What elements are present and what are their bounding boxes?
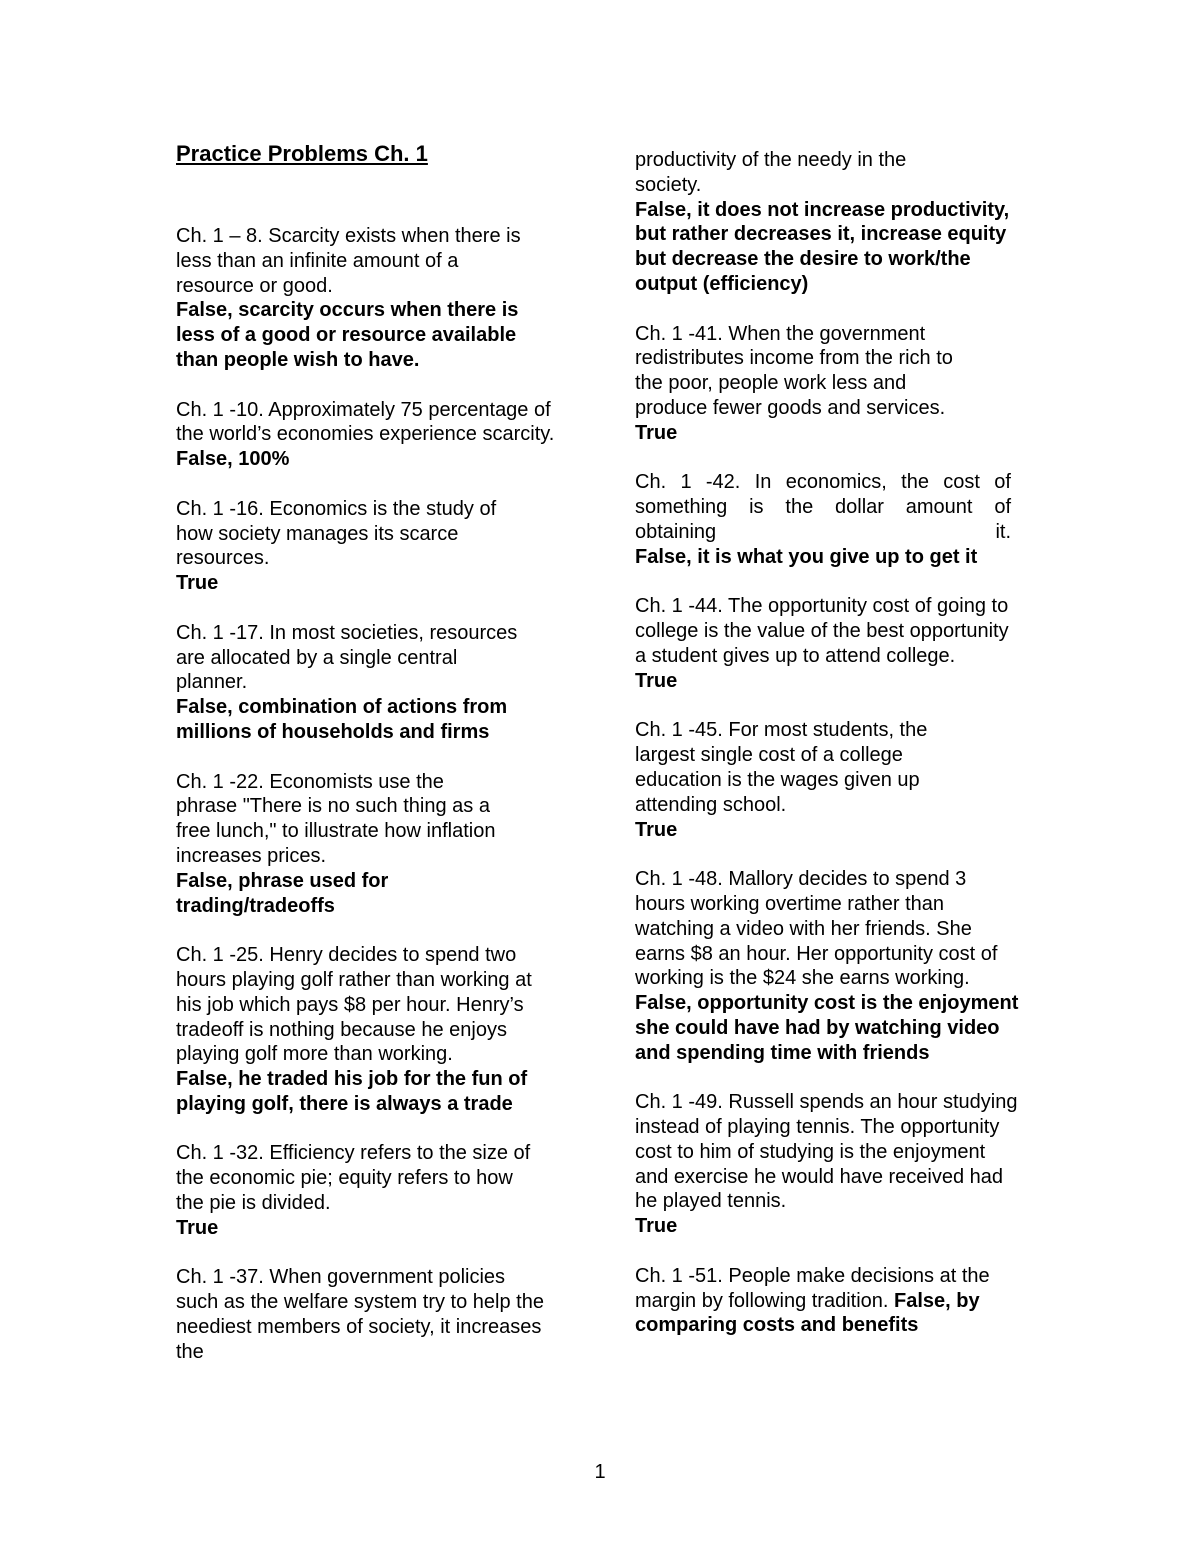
right-column (635, 148, 1025, 1363)
question-text: Ch. 1 -44. The opportunity cost of going to college is the value of the best opportunity a student gives up to attend college. (635, 595, 1009, 667)
question-item (635, 1264, 1020, 1338)
question-text: Ch. 1 -32. Efficiency refers to the size of the economic pie; equity refers to how the pie is divided. (176, 1142, 531, 1215)
answer-text: True (635, 1215, 678, 1238)
question-item (176, 1265, 546, 1364)
question-text-inline: Ch. 1 -48. Mallory decides to spend 3 hours working overtime rather than watching a video with her friends. She earns $8 an hour. Her opportunity cost of working is the $24 she earns working. (635, 868, 998, 990)
question-text: Ch. 1 -10. Approximately 75 percentage of the world’s economies experience scarcity. (176, 398, 555, 446)
question-item (635, 718, 955, 842)
question-text: Ch. 1 -22. Economists use the phrase "There is no such thing as a free lunch," to illustrate how inflation increases prices. (176, 770, 496, 867)
question-item (635, 470, 1011, 569)
answer-text: False, combination of actions from millions of households and firms (176, 696, 508, 743)
question-item (176, 1141, 541, 1240)
question-item (635, 1090, 1020, 1239)
page-number: 1 (594, 1461, 606, 1483)
question-text: Ch. 1 -42. In economics, the cost of something is the dollar amount of obtaining it. (635, 471, 1011, 543)
question-item (635, 148, 1025, 297)
question-text (635, 867, 1020, 1065)
question-text (635, 1264, 1020, 1338)
question-item (176, 943, 561, 1117)
question-item (176, 621, 541, 745)
answer-text: True (176, 1216, 219, 1239)
question-item (176, 497, 526, 596)
question-item (176, 770, 541, 919)
answer-text: False, he traded his job for the fun of playing golf, there is always a trade (176, 1068, 528, 1115)
question-text: productivity of the needy in the society. (635, 149, 907, 196)
question-text: Ch. 1 – 8. Scarcity exists when there is less than an infinite amount of a resource or good. (176, 225, 521, 297)
answer-text: False, scarcity occurs when there is less of a good or resource available than people wish to have. (176, 299, 519, 371)
left-column (176, 140, 576, 1389)
question-text: Ch. 1 -17. In most societies, resources are allocated by a single central planner. (176, 621, 518, 694)
answer-text: True (635, 669, 678, 692)
answer-text: False, it does not increase productivity, but rather decreases it, increase equity but decrease the desire to work/the output (efficiency) (635, 198, 1010, 295)
answer-text: True (176, 572, 219, 595)
question-text: Ch. 1 -25. Henry decides to spend two hours playing golf rather than working at his job which pays $8 per hour. Henry’s tradeoff is nothing because he enjoys playing golf more than working. (176, 944, 532, 1066)
question-item (635, 867, 1020, 1065)
question-item (176, 398, 561, 472)
answer-text: True (635, 818, 678, 841)
question-item (635, 322, 980, 446)
question-text: Ch. 1 -16. Economics is the study of how society manages its scarce resources. (176, 497, 497, 570)
question-text: Ch. 1 -45. For most students, the largest single cost of a college education is the wages given up attending school. (635, 719, 928, 816)
answer-text: False, it is what you give up to get it (635, 545, 978, 568)
question-text: Ch. 1 -41. When the government redistributes income from the rich to the poor, people work less and produce fewer goods and services. (635, 322, 953, 419)
question-text-inline: Ch. 1 -51. People make decisions at the margin by following tradition. (635, 1264, 990, 1312)
question-item (176, 224, 521, 373)
question-text: Ch. 1 -49. Russell spends an hour studying instead of playing tennis. The opportunity cost to him of studying is the enjoyment and exercise he would have received had he played tennis. (635, 1091, 1018, 1213)
answer-text: False, phrase used for trading/tradeoffs (176, 869, 389, 917)
answer-text: False, opportunity cost is the enjoyment she could have had by watching video and spending time with friends (635, 992, 1019, 1064)
answer-text: False, 100% (176, 448, 290, 471)
page-title: Practice Problems Ch. 1 (176, 141, 428, 166)
answer-text: False, by comparing costs and benefits (635, 1289, 980, 1337)
question-item (635, 594, 1020, 693)
question-text: Ch. 1 -37. When government policies such as the welfare system try to help the neediest members of society, it increases the (176, 1266, 544, 1363)
answer-text: True (635, 421, 678, 444)
